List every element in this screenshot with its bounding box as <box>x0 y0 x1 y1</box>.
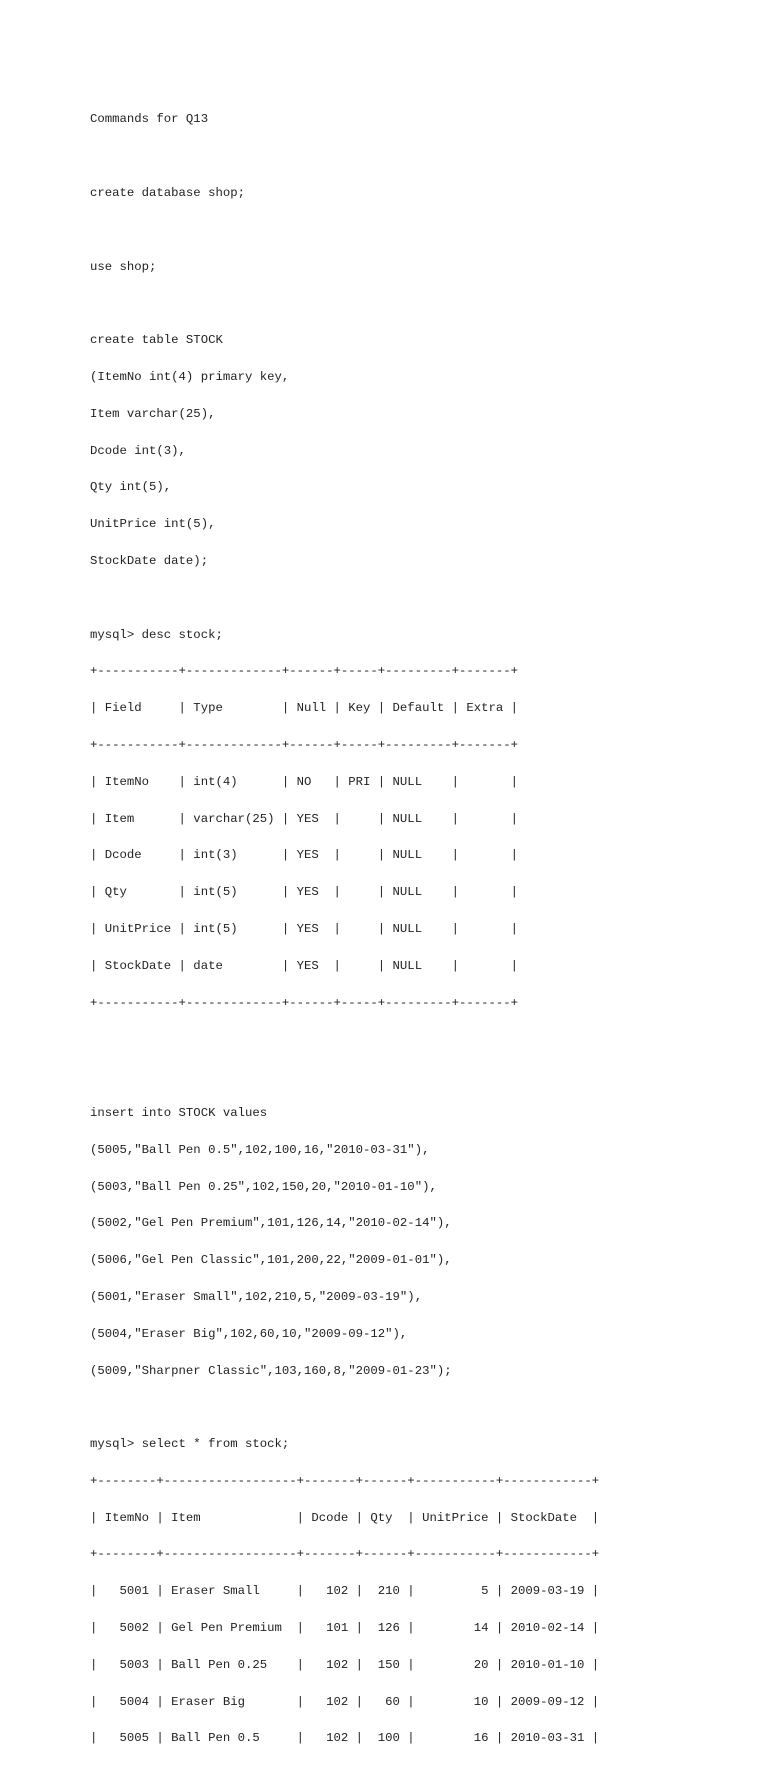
select-table-row: | 5001 | Eraser Small | 102 | 210 | 5 | 2009-03-19 | <box>90 1584 600 1599</box>
create-table-line: Qty int(5), <box>90 480 172 495</box>
insert-line: (5006,"Gel Pen Classic",101,200,22,"2009-01-01"), <box>90 1253 452 1268</box>
create-table-line: create table STOCK <box>90 333 223 348</box>
blank-line <box>90 1030 760 1048</box>
create-table-line: UnitPrice int(5), <box>90 517 216 532</box>
desc-command: mysql> desc stock; <box>90 627 223 642</box>
insert-line: (5005,"Ball Pen 0.5",102,100,16,"2010-03-31"), <box>90 1142 430 1157</box>
select-table-row: | 5002 | Gel Pen Premium | 101 | 126 | 14 | 2010-02-14 | <box>90 1621 600 1636</box>
desc-table-row: | StockDate | date | YES | | NULL | | <box>90 958 519 973</box>
use-database-command: use shop; <box>90 259 157 274</box>
desc-table-row: | UnitPrice | int(5) | YES | | NULL | | <box>90 921 519 936</box>
desc-table-border: +-----------+-------------+------+-----+---------+-------+ <box>90 664 519 679</box>
blank-line <box>90 147 760 165</box>
document-body <box>90 92 760 1766</box>
blank-line <box>90 1398 760 1416</box>
create-table-line: (ItemNo int(4) primary key, <box>90 369 290 384</box>
create-table-line: Item varchar(25), <box>90 406 216 421</box>
desc-table-row: | Dcode | int(3) | YES | | NULL | | <box>90 848 519 863</box>
select-table-row: | 5003 | Ball Pen 0.25 | 102 | 150 | 20 | 2010-01-10 | <box>90 1657 600 1672</box>
blank-line <box>90 294 760 312</box>
document-page <box>90 92 760 1766</box>
insert-line: insert into STOCK values <box>90 1105 268 1120</box>
insert-line: (5002,"Gel Pen Premium",101,126,14,"2010-02-14"), <box>90 1216 452 1231</box>
insert-line: (5003,"Ball Pen 0.25",102,150,20,"2010-01-10"), <box>90 1179 437 1194</box>
desc-table-row: | Item | varchar(25) | YES | | NULL | | <box>90 811 519 826</box>
desc-table-row: | Qty | int(5) | YES | | NULL | | <box>90 885 519 900</box>
desc-table-border: +-----------+-------------+------+-----+---------+-------+ <box>90 995 519 1010</box>
create-database-command: create database shop; <box>90 186 245 200</box>
create-table-line: Dcode int(3), <box>90 443 186 458</box>
insert-line: (5001,"Eraser Small",102,210,5,"2009-03-19"), <box>90 1289 423 1304</box>
select-table-header: | ItemNo | Item | Dcode | Qty | UnitPrice | StockDate | <box>90 1510 600 1525</box>
insert-line: (5009,"Sharpner Classic",103,160,8,"2009-01-23"); <box>90 1363 452 1378</box>
select-command: mysql> select * from stock; <box>90 1437 290 1452</box>
blank-line <box>90 1067 760 1085</box>
blank-line <box>90 221 760 239</box>
insert-line: (5004,"Eraser Big",102,60,10,"2009-09-12"), <box>90 1326 408 1341</box>
desc-table-header: | Field | Type | Null | Key | Default | Extra | <box>90 701 519 716</box>
desc-table-border: +-----------+-------------+------+-----+---------+-------+ <box>90 737 519 752</box>
desc-table-row: | ItemNo | int(4) | NO | PRI | NULL | | <box>90 774 519 789</box>
select-table-border: +--------+------------------+-------+------+-----------+------------+ <box>90 1547 600 1562</box>
blank-line <box>90 589 760 607</box>
select-table-row: | 5004 | Eraser Big | 102 | 60 | 10 | 2009-09-12 | <box>90 1694 600 1709</box>
select-table-row: | 5005 | Ball Pen 0.5 | 102 | 100 | 16 | 2010-03-31 | <box>90 1731 600 1746</box>
select-table-border: +--------+------------------+-------+------+-----------+------------+ <box>90 1473 600 1488</box>
document-title: Commands for Q13 <box>90 112 209 127</box>
create-table-line: StockDate date); <box>90 553 209 568</box>
